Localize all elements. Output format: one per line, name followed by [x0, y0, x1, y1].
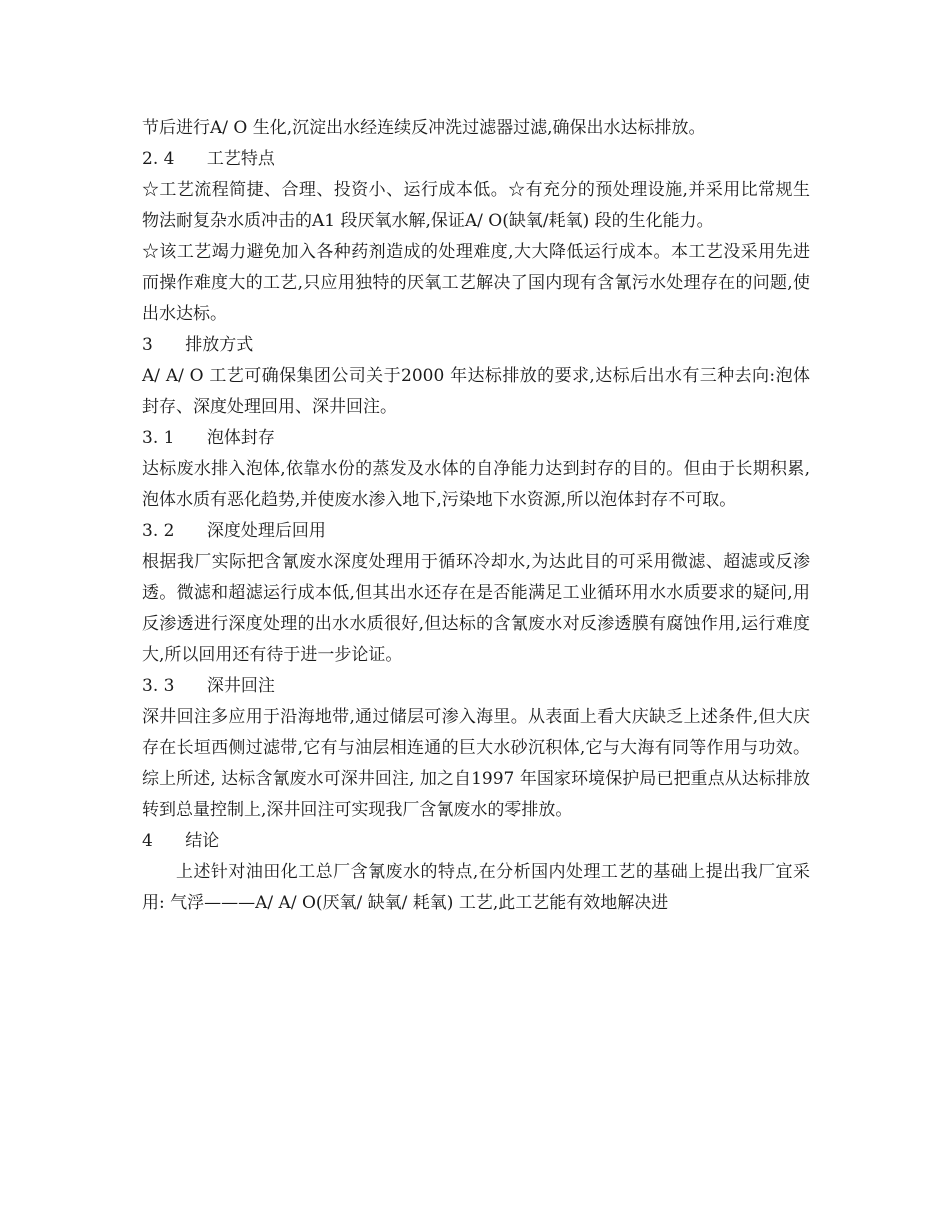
section-number: 2. 4: [142, 149, 175, 169]
section-title: 深井回注: [206, 676, 275, 696]
paragraph: 达标废水排入泡体,依靠水份的蒸发及水体的自净能力达到封存的目的。但由于长期积累,泡体水质有恶化趋势,并使废水渗入地下,污染地下水资源,所以泡体封存不可取。: [142, 459, 810, 510]
section-number: 3. 2: [142, 521, 175, 541]
section-heading: [142, 826, 810, 857]
section-heading: [142, 144, 810, 175]
section-number: 4: [142, 831, 153, 851]
paragraph: 上述针对油田化工总厂含氰废水的特点,在分析国内处理工艺的基础上提出我厂宜采用: 气浮———A/ A/ O(厌氧/ 缺氧/ 耗氧) 工艺,此工艺能有效地解决进: [142, 862, 810, 913]
section-title: 泡体封存: [206, 428, 275, 448]
section-number: 3: [142, 335, 153, 355]
section-heading: [142, 516, 810, 547]
section-heading: [142, 423, 810, 454]
section-number: 3. 3: [142, 676, 175, 696]
section-title: 深度处理后回用: [206, 521, 326, 541]
paragraph: ☆该工艺竭力避免加入各种药剂造成的处理难度,大大降低运行成本。本工艺没采用先进而操作难度大的工艺,只应用独特的厌氧工艺解决了国内现有含氰污水处理存在的问题,使出水达标。: [142, 242, 810, 324]
section-title: 排放方式: [185, 335, 254, 355]
paragraph: 根据我厂实际把含氰废水深度处理用于循环冷却水,为达此目的可采用微滤、超滤或反渗透。微滤和超滤运行成本低,但其出水还存在是否能满足工业循环用水水质要求的疑问,用反渗透进行深度处理的出水水质很好,但达标的含氰废水对反渗透膜有腐蚀作用,运行难度大,所以回用还有待于进一步论证。: [142, 552, 810, 665]
paragraph: 深井回注多应用于沿海地带,通过储层可渗入海里。从表面上看大庆缺乏上述条件,但大庆存在长垣西侧过滤带,它有与油层相连通的巨大水砂沉积体,它与大海有同等作用与功效。综上所述, 达标含氰废水可深井回注, 加之自1997 年国家环境保护局已把重点从达标排放转到总量控制上,深井回注可实现我厂含氰废水的零排放。: [142, 707, 810, 820]
document-page: [142, 113, 810, 919]
section-number: 3. 1: [142, 428, 175, 448]
section-title: 结论: [185, 831, 220, 851]
section-title: 工艺特点: [206, 149, 275, 169]
section-heading: [142, 671, 810, 702]
paragraph: A/ A/ O 工艺可确保集团公司关于2000 年达标排放的要求,达标后出水有三种去向:泡体封存、深度处理回用、深井回注。: [142, 366, 810, 417]
section-heading: [142, 330, 810, 361]
paragraph: 节后进行A/ O 生化,沉淀出水经连续反冲洗过滤器过滤,确保出水达标排放。: [142, 118, 706, 138]
paragraph: ☆工艺流程简捷、合理、投资小、运行成本低。☆有充分的预处理设施,并采用比常规生物法耐复杂水质冲击的A1 段厌氧水解,保证A/ O(缺氧/耗氧) 段的生化能力。: [142, 180, 810, 231]
